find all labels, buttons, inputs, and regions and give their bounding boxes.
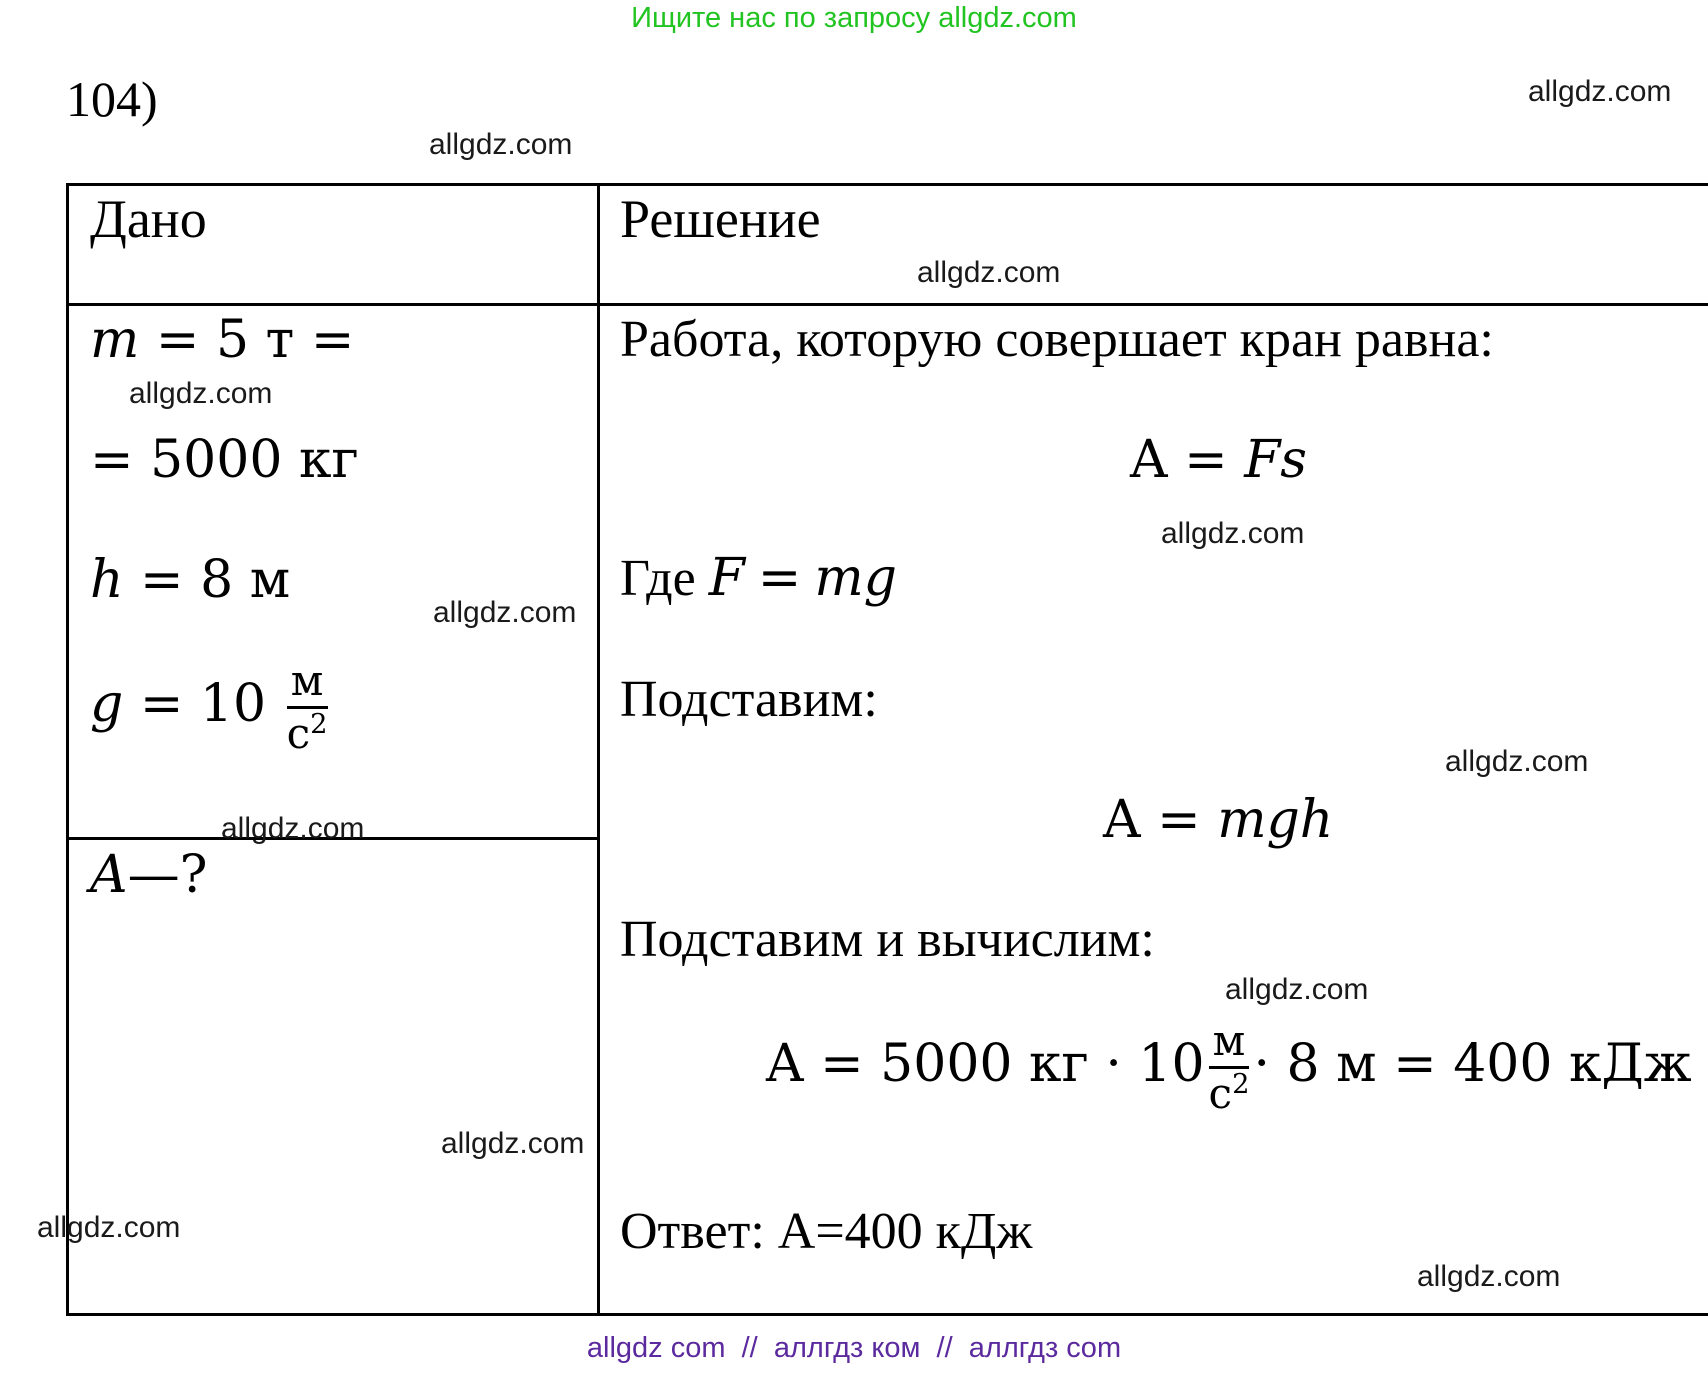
calc-unit-numerator: м: [1209, 1020, 1250, 1069]
table-left-border: [66, 183, 69, 1316]
watermark: allgdz.com: [1445, 745, 1589, 778]
calc-unit-fraction: [1208, 1016, 1250, 1118]
table-top-border: [66, 183, 1708, 186]
force-expression: mg: [814, 548, 897, 608]
formula2-rhs: mgh: [1217, 790, 1334, 850]
answer: Ответ: A=400 кДж: [620, 1203, 1033, 1260]
gravity-unit-fraction: [286, 656, 328, 758]
find-question: —?: [127, 845, 208, 905]
given-mass-line2: = 5000 кг: [90, 430, 359, 490]
work-variable: A: [90, 845, 128, 905]
formula1-rhs: Fs: [1244, 430, 1307, 490]
formula-work-mgh: [1103, 790, 1333, 850]
where-force: [620, 548, 897, 608]
watermark: allgdz.com: [1528, 75, 1672, 108]
formula-work-force: [1130, 430, 1307, 490]
footer-links[interactable]: allgdz com // аллгдз ком // аллгдз com: [586, 1332, 1122, 1364]
given-header: Дано: [90, 189, 207, 249]
problem-number: 104): [66, 71, 158, 127]
find-work: [90, 845, 207, 905]
gravity-unit-denominator: $с^2$: [286, 709, 328, 758]
given-gravity: [90, 656, 332, 758]
solution-intro: Работа, которую совершает кран равна:: [620, 311, 1494, 368]
table-bottom-border: [66, 1313, 1708, 1316]
watermark: allgdz.com: [429, 128, 573, 161]
mass-variable: m: [90, 310, 140, 370]
height-value: = 8 м: [140, 550, 291, 610]
where-equals: =: [757, 548, 802, 608]
watermark: allgdz.com: [129, 377, 273, 410]
watermark: allgdz.com: [1417, 1260, 1561, 1293]
watermark: allgdz.com: [441, 1127, 585, 1160]
where-word: Где: [620, 550, 696, 607]
formula2-lhs: A =: [1103, 790, 1201, 850]
height-variable: h: [90, 550, 124, 610]
gravity-unit-numerator: м: [287, 660, 328, 709]
force-variable: F: [708, 548, 745, 608]
substitute-compute-label: Подставим и вычислим:: [620, 911, 1155, 968]
solution-header: Решение: [620, 189, 821, 249]
watermark: allgdz.com: [433, 596, 577, 629]
watermark: allgdz.com: [1161, 517, 1305, 550]
watermark: allgdz.com: [917, 256, 1061, 289]
calculation: [766, 1016, 1692, 1118]
gravity-variable: g: [90, 674, 124, 734]
calc-lhs: A = 5000 кг · 10: [766, 1034, 1205, 1094]
gravity-value: = 10: [139, 674, 267, 734]
table-header-divider: [66, 303, 1708, 306]
promo-banner[interactable]: Ищите нас по запросу allgdz.com: [631, 2, 1077, 34]
watermark: allgdz.com: [37, 1211, 181, 1244]
given-mass-line1: [90, 310, 354, 370]
mass-value-tons: = 5 т =: [155, 310, 355, 370]
watermark: allgdz.com: [221, 812, 365, 845]
table-column-divider: [597, 183, 600, 1316]
calc-rhs: · 8 м = 400 кДж: [1253, 1034, 1692, 1094]
calc-unit-denominator: $с^2$: [1208, 1069, 1250, 1118]
substitute-label: Подставим:: [620, 671, 878, 728]
formula1-lhs: A =: [1130, 430, 1228, 490]
watermark: allgdz.com: [1225, 973, 1369, 1006]
given-height: [90, 550, 290, 610]
